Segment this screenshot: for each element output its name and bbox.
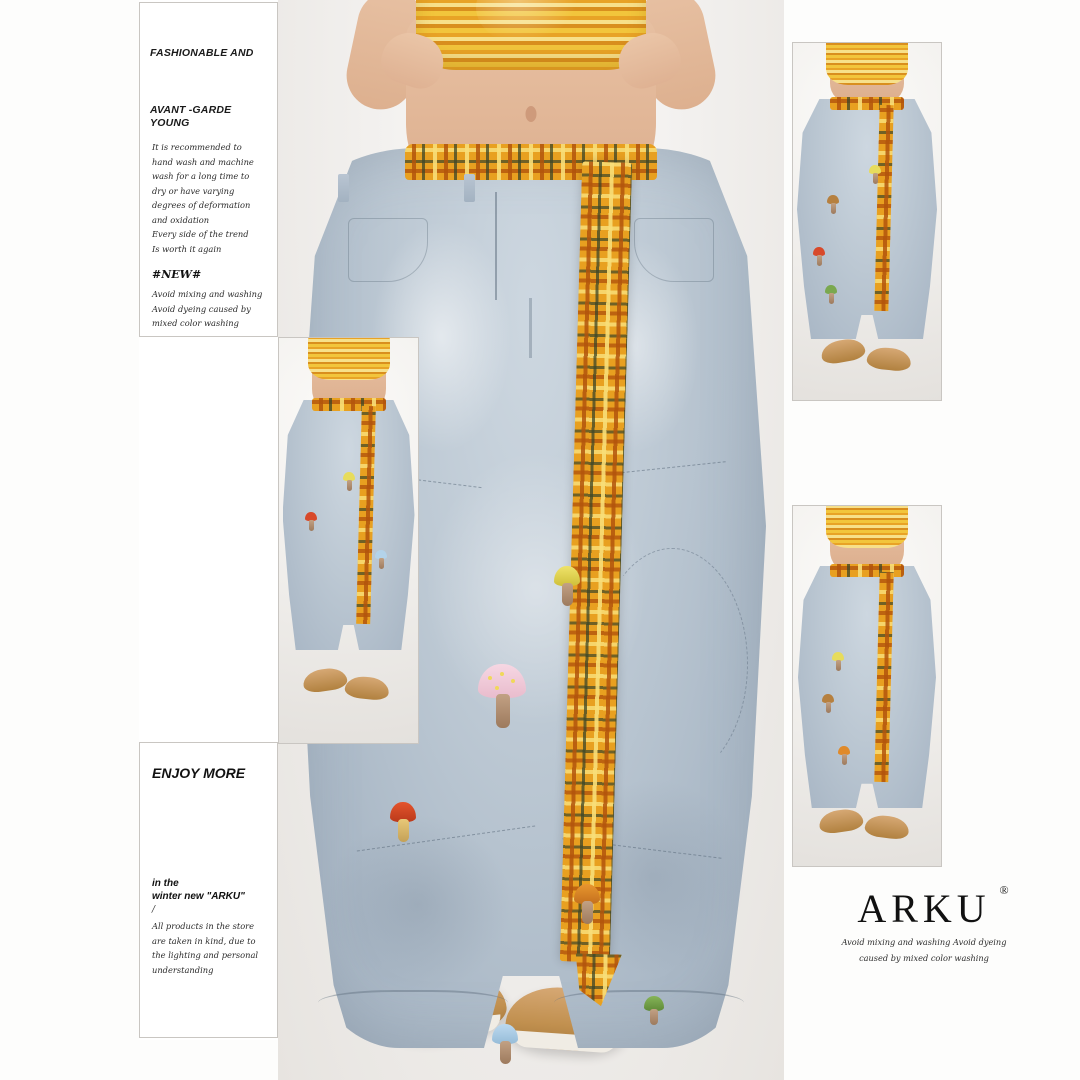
mushroom-patch-green — [644, 996, 664, 1026]
enjoy-more-heading: ENJOY MORE — [152, 765, 246, 781]
mushroom-stem — [496, 694, 510, 728]
mini-striped-top — [308, 337, 390, 380]
mini-mushroom-yellow — [343, 472, 355, 491]
mushroom-dots — [478, 664, 526, 698]
hem-left — [318, 990, 508, 1022]
navel — [526, 106, 537, 122]
mushroom-stem — [817, 255, 822, 266]
registered-trademark-icon: ® — [999, 883, 1009, 897]
mushroom-patch-pink — [478, 664, 526, 728]
brand-tagline-line-1: Avoid mixing and washing Avoid dyeing — [841, 937, 1007, 947]
mini-denim — [798, 566, 936, 808]
mini-shoe-left — [819, 336, 866, 365]
brand-block — [784, 885, 1064, 964]
mini-model — [279, 338, 418, 743]
mushroom-patch-orange — [574, 884, 600, 924]
mushroom-cap — [478, 664, 526, 698]
mushroom-stem — [650, 1009, 658, 1025]
mushroom-stem — [309, 520, 314, 531]
mushroom-patch-red — [390, 802, 416, 842]
mini-model — [793, 43, 941, 400]
mushroom-patch-yellow — [554, 566, 580, 606]
headline-line-1: FASHIONABLE AND — [150, 47, 254, 59]
mini-mushroom-yellow — [869, 165, 881, 184]
mini-mushroom-brown — [827, 195, 839, 214]
winter-line-2: winter new "ARKU" — [152, 891, 245, 902]
mini-shoe-left — [818, 807, 865, 835]
mushroom-stem — [347, 480, 352, 491]
mini-mushroom-yellow — [832, 652, 844, 671]
crotch-seam — [529, 298, 532, 358]
new-tag: #NEW# — [152, 268, 202, 281]
mini-denim — [797, 99, 937, 339]
mushroom-stem — [831, 203, 836, 214]
mushroom-stem — [836, 660, 841, 671]
mini-mushroom-red — [813, 247, 825, 266]
striped-crop-top — [416, 0, 646, 70]
mushroom-stem — [379, 558, 384, 569]
mini-denim — [283, 400, 415, 650]
care-text-panel — [139, 2, 278, 337]
enjoy-text-panel — [139, 742, 278, 1038]
belt-loop — [338, 174, 349, 202]
mini-jeans — [797, 99, 937, 339]
mushroom-stem — [842, 754, 847, 765]
mini-mushroom-green — [825, 285, 837, 304]
mini-mushroom-red — [305, 512, 317, 531]
brand-tagline-line-2: caused by mixed color washing — [859, 953, 989, 963]
slash-divider: / — [152, 905, 156, 915]
brand-name-text: ARKU — [857, 886, 991, 931]
mini-mushroom-orange — [838, 746, 850, 765]
disclaimer-text: All products in the store are taken in kind, due to the lighting and personal understanding — [152, 921, 259, 975]
mushroom-stem — [582, 901, 593, 924]
winter-line-1: in the — [152, 878, 179, 889]
mini-jeans — [798, 566, 936, 808]
trend-line-2: Is worth it again — [152, 243, 222, 254]
thumb-top-right[interactable] — [792, 42, 942, 401]
mini-jeans — [283, 400, 415, 650]
text-column — [139, 0, 278, 1040]
care-paragraph: It is recommended to hand wash and machine wash for a long time to dry or have varying degrees of deformation and oxidation — [152, 142, 254, 225]
belt-loop — [464, 174, 475, 202]
mini-shoe-right — [866, 346, 912, 372]
mushroom-stem — [829, 293, 834, 304]
mushroom-stem — [826, 702, 831, 713]
wash-warning: Avoid mixing and washing Avoid dyeing caused by mixed color washing — [152, 289, 263, 328]
mushroom-patch-blue — [492, 1024, 518, 1064]
mini-shoe-right — [344, 675, 390, 701]
brand-name — [857, 883, 1009, 932]
mushroom-stem — [500, 1041, 511, 1064]
thumb-bottom-right[interactable] — [792, 505, 942, 867]
mini-model — [793, 506, 941, 866]
thumb-left-middle[interactable] — [278, 337, 419, 744]
fly-seam — [495, 192, 497, 300]
mushroom-stem — [398, 819, 409, 842]
mini-shoe-right — [864, 813, 910, 840]
mushroom-stem — [562, 583, 573, 606]
mushroom-stem — [873, 173, 878, 184]
mini-shoe-left — [302, 666, 349, 694]
mini-mushroom-blue — [375, 550, 387, 569]
mini-striped-top — [826, 42, 908, 85]
trend-line-1: Every side of the trend — [152, 229, 249, 239]
headline-line-2: AVANT -GARDE YOUNG — [150, 104, 232, 129]
mini-striped-top — [826, 505, 908, 548]
mini-mushroom-brown — [822, 694, 834, 713]
